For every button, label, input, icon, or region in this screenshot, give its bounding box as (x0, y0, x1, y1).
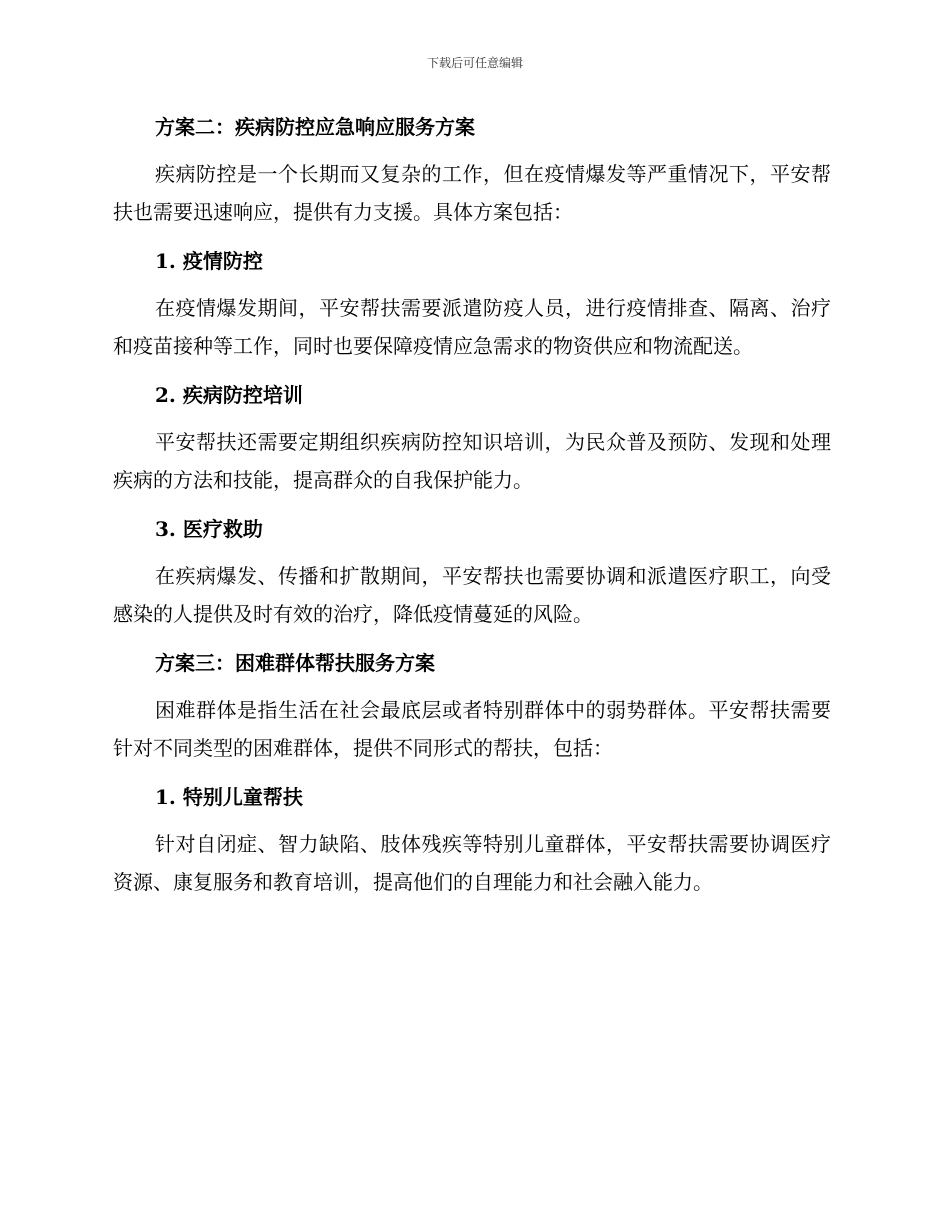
paragraph-plan-3-intro: 困难群体是指生活在社会最底层或者特别群体中的弱势群体。平安帮扶需要针对不同类型的困难群体，提供不同形式的帮扶，包括： (113, 698, 831, 760)
section-heading-plan-3: 方案三：困难群体帮扶服务方案 (155, 651, 435, 675)
paragraph-medical-aid: 在疾病爆发、传播和扩散期间，平安帮扶也需要协调和派遣医疗职工，向受感染的人提供及时有效的治疗，降低疫情蔓延的风险。 (113, 564, 831, 626)
subheading-epidemic-control: 1. 疫情防控 (155, 249, 263, 273)
document-body (113, 108, 831, 912)
header-note: 下载后可任意编辑 (426, 56, 523, 70)
paragraph-epidemic-control: 在疫情爆发期间，平安帮扶需要派遣防疫人员，进行疫情排查、隔离、治疗和疫苗接种等工作，同时也要保障疫情应急需求的物资供应和物流配送。 (113, 296, 831, 358)
subheading-medical-aid: 3. 医疗救助 (155, 517, 263, 541)
paragraph-plan-2-intro: 疾病防控是一个长期而又复杂的工作，但在疫情爆发等严重情况下，平安帮扶也需要迅速响应，提供有力支援。具体方案包括： (113, 162, 831, 224)
section-heading-plan-2: 方案二：疾病防控应急响应服务方案 (155, 115, 475, 139)
paragraph-disease-training: 平安帮扶还需要定期组织疾病防控知识培训，为民众普及预防、发现和处理疾病的方法和技能，提高群众的自我保护能力。 (113, 430, 831, 492)
subheading-disease-training: 2. 疾病防控培训 (155, 383, 303, 407)
paragraph-special-children: 针对自闭症、智力缺陷、肢体残疾等特别儿童群体，平安帮扶需要协调医疗资源、康复服务和教育培训，提高他们的自理能力和社会融入能力。 (113, 832, 831, 894)
subheading-special-children: 1. 特别儿童帮扶 (155, 785, 303, 809)
